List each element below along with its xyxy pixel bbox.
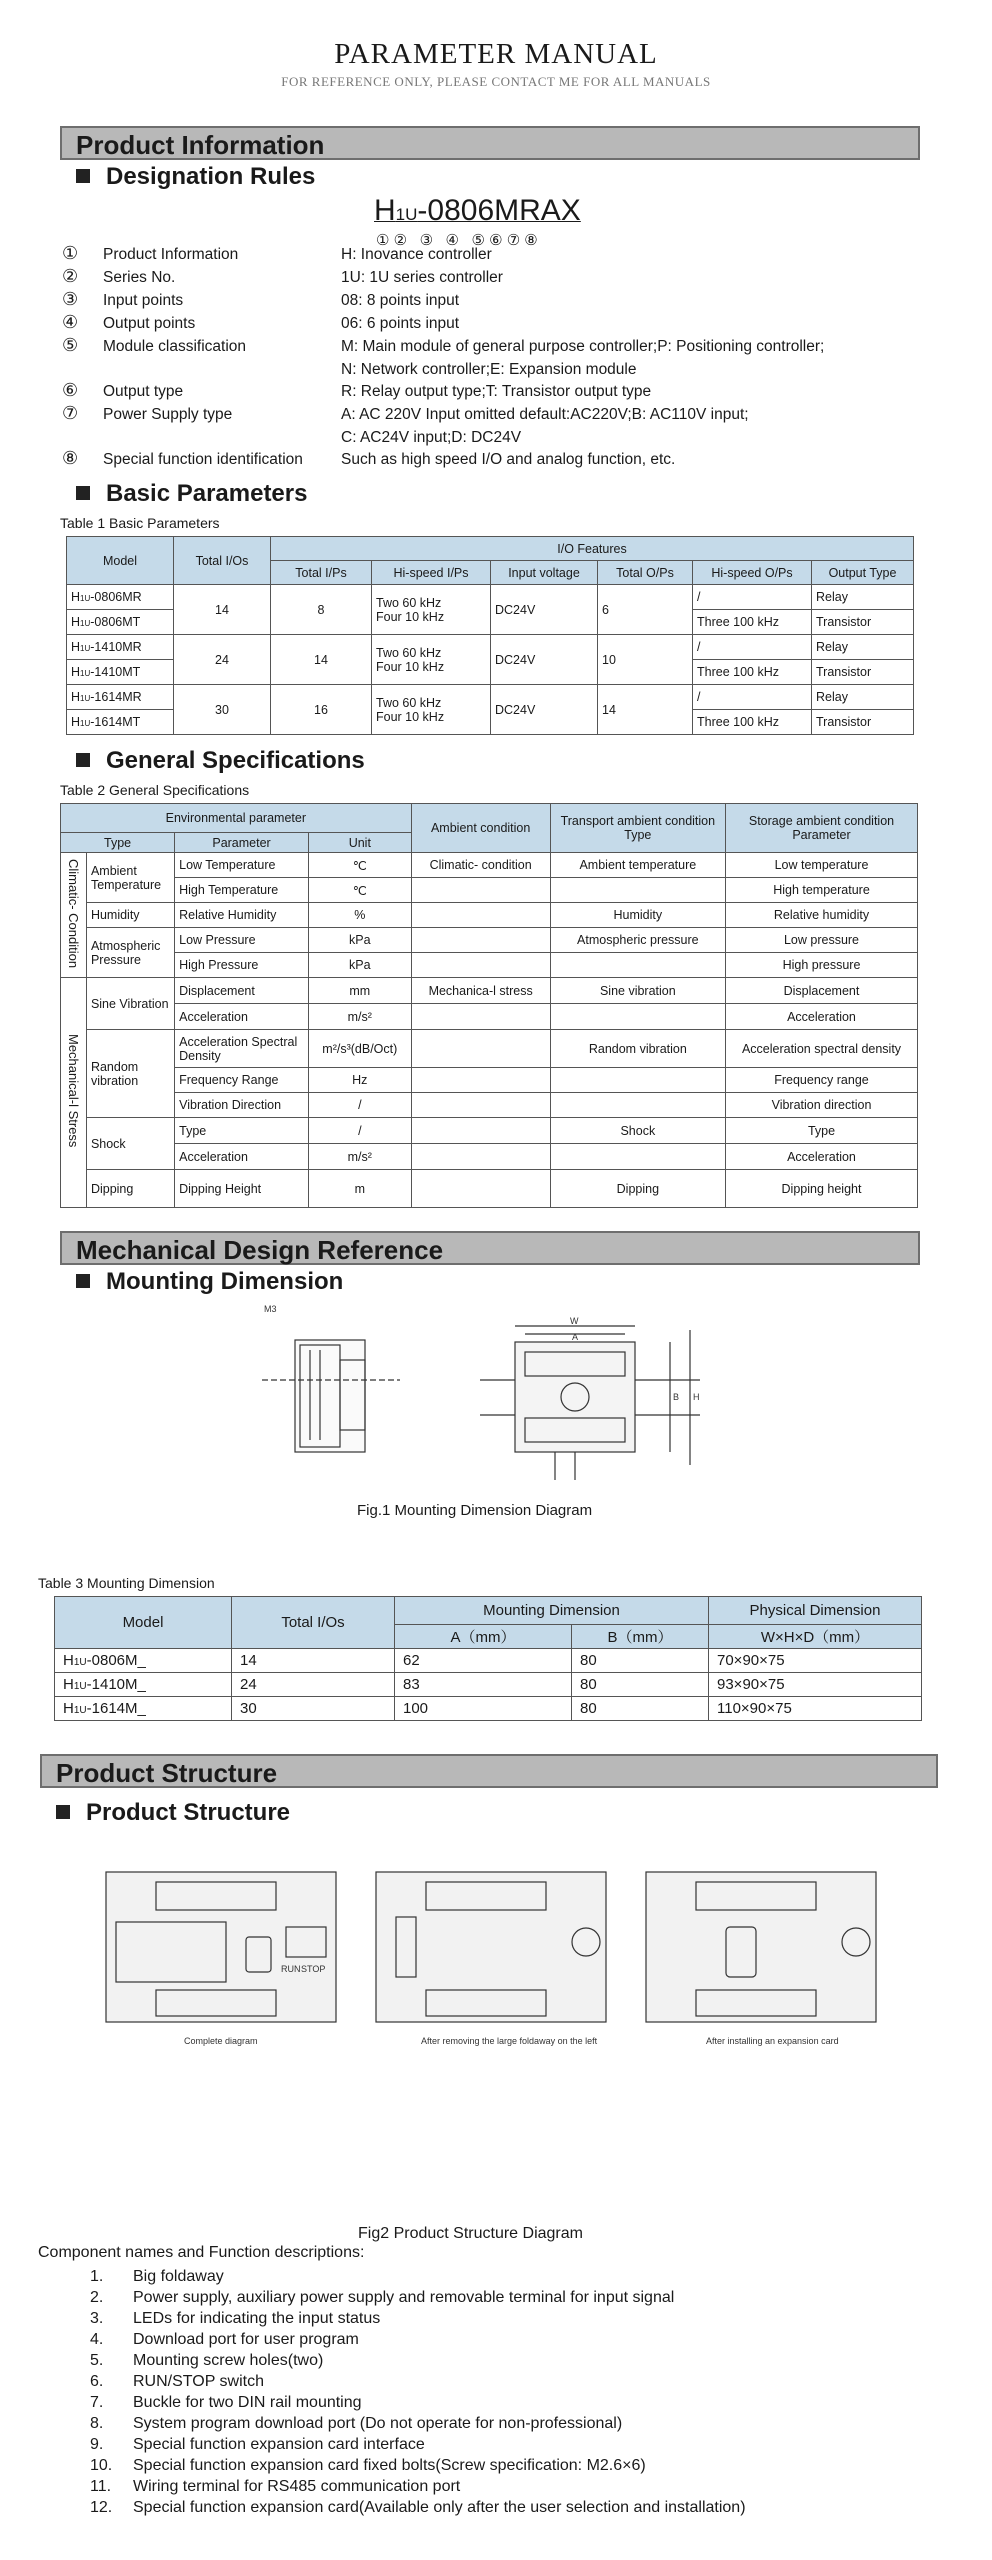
rule-name: Output type <box>103 383 184 400</box>
component-description: Special function expansion card interface <box>133 2436 425 2453</box>
t1-h-type: Output Type <box>812 561 914 585</box>
rule-name: Special function identification <box>103 451 303 468</box>
table3-caption: Table 3 Mounting Dimension <box>38 1575 215 1591</box>
rule-desc: M: Main module of general purpose controller;P: Positioning controller; <box>341 338 825 355</box>
t2-low-p: Low Pressure <box>175 928 309 953</box>
t3-a: 100 <box>395 1697 572 1721</box>
rule-desc: R: Relay output type;T: Transistor output type <box>341 383 652 400</box>
t2-s-high-temp: High temperature <box>726 878 918 903</box>
t1-output-type: Transistor <box>812 660 914 685</box>
heading-mounting-dimension: Mounting Dimension <box>76 1268 343 1296</box>
t3-h-a: A（mm） <box>395 1625 572 1649</box>
t1-output-type: Transistor <box>812 710 914 735</box>
t1-hs-ips: Two 60 kHz Four 10 kHz <box>372 685 491 735</box>
t2-sine: Sine Vibration <box>86 978 174 1030</box>
section-bar-mechanical: Mechanical Design Reference <box>60 1231 920 1265</box>
t3-whd: 70×90×75 <box>709 1649 922 1673</box>
component-description: Big foldaway <box>133 2268 224 2285</box>
t2-humidity2: Humidity <box>550 903 725 928</box>
t2-random: Random vibration <box>86 1030 174 1118</box>
component-number: 4. <box>90 2331 104 2348</box>
fig2-caption: Fig2 Product Structure Diagram <box>358 2225 583 2242</box>
t2-unit-ms2-1: m/s² <box>308 1004 411 1030</box>
heading-general-specifications: General Specifications <box>76 747 365 775</box>
heading-designation-rules: Designation Rules <box>76 163 315 191</box>
t3-h-whd: W×H×D（mm） <box>709 1625 922 1649</box>
t2-vib-dir: Vibration Direction <box>175 1093 309 1118</box>
component-description: LEDs for indicating the input status <box>133 2310 381 2327</box>
fig1-caption: Fig.1 Mounting Dimension Diagram <box>357 1502 593 1519</box>
t2-h-storage: Storage ambient condition Parameter <box>726 804 918 853</box>
rule-name: Input points <box>103 292 184 309</box>
designation-markers: ① ② ③ ④ ⑤ ⑥ ⑦ ⑧ <box>376 232 538 249</box>
t2-shock: Shock <box>86 1118 174 1170</box>
rule-desc-2: C: AC24V input;D: DC24V <box>341 429 522 446</box>
t1-output-type: Relay <box>812 685 914 710</box>
svg-text:B: B <box>673 1392 680 1402</box>
component-number: 5. <box>90 2352 104 2369</box>
t1-ops: 14 <box>598 685 693 735</box>
t3-h-mount: Mounting Dimension <box>395 1597 709 1625</box>
switch-run-label: RUN <box>281 1964 301 1974</box>
general-specifications-table <box>60 803 918 1208</box>
t1-h-io: I/O Features <box>271 537 914 561</box>
t2-displacement: Displacement <box>175 978 309 1004</box>
rule-number: ⑦ <box>62 403 79 423</box>
component-description: Download port for user program <box>133 2331 359 2348</box>
t1-model: H1U-1614MR <box>67 685 174 710</box>
t2-s-displacement: Displacement <box>726 978 918 1004</box>
t2-s-low-temp: Low temperature <box>726 853 918 878</box>
t1-hs-ops: / <box>693 685 812 710</box>
designation-code: H1U-0806MRAX <box>374 194 581 227</box>
component-number: 3. <box>90 2310 104 2327</box>
t3-a: 83 <box>395 1673 572 1697</box>
t2-unit-ms2-2: m/s² <box>308 1144 411 1170</box>
t3-a: 62 <box>395 1649 572 1673</box>
rule-name: Module classification <box>103 338 247 355</box>
t2-h-unit: Unit <box>308 833 411 853</box>
t2-unit-m: m <box>308 1170 411 1208</box>
component-description: Power supply, auxiliary power supply and removable terminal for input signal <box>133 2289 675 2306</box>
t3-b: 80 <box>572 1697 709 1721</box>
t2-high-temp: High Temperature <box>175 878 309 903</box>
svg-text:M3: M3 <box>264 1304 277 1314</box>
t3-total: 14 <box>232 1649 395 1673</box>
t1-h-hsips: Hi-speed I/Ps <box>372 561 491 585</box>
t1-hs-ops: / <box>693 585 812 610</box>
rule-desc: Such as high speed I/O and analog function, etc. <box>341 451 676 468</box>
t2-s-freq: Frequency range <box>726 1068 918 1093</box>
caption-complete: Complete diagram <box>184 2036 258 2046</box>
t2-s-acc-sd: Acceleration spectral density <box>726 1030 918 1068</box>
caption-installing: After installing an expansion card <box>706 2036 839 2046</box>
rule-name: Output points <box>103 315 196 332</box>
section-bar-product-information: Product Information <box>60 126 920 160</box>
svg-text:W: W <box>570 1316 579 1326</box>
t2-high-p: High Pressure <box>175 953 309 978</box>
t2-s-dip-h: Dipping height <box>726 1170 918 1208</box>
t3-b: 80 <box>572 1673 709 1697</box>
rule-desc: 08: 8 points input <box>341 292 460 309</box>
table2-caption: Table 2 General Specifications <box>60 782 250 798</box>
t2-rel-hum: Relative Humidity <box>175 903 309 928</box>
t1-hs-ops: / <box>693 635 812 660</box>
component-description: System program download port (Do not operate for non-professional) <box>133 2415 623 2432</box>
rule-number: ⑥ <box>62 380 79 400</box>
t2-acceleration: Acceleration <box>175 1004 309 1030</box>
t2-unit-deg1: ℃ <box>308 853 411 878</box>
t2-unit-kpa2: kPa <box>308 953 411 978</box>
t1-output-type: Transistor <box>812 610 914 635</box>
component-number: 2. <box>90 2289 104 2306</box>
t2-amb-temp: Ambient Temperature <box>86 853 174 903</box>
t1-ips: 14 <box>271 635 372 685</box>
t1-volt: DC24V <box>491 585 598 635</box>
t2-s-vib-dir: Vibration direction <box>726 1093 918 1118</box>
basic-parameters-table <box>66 536 914 735</box>
t2-random2: Random vibration <box>550 1030 725 1068</box>
t3-h-phys: Physical Dimension <box>709 1597 922 1625</box>
t1-output-type: Relay <box>812 585 914 610</box>
t1-volt: DC24V <box>491 685 598 735</box>
component-number: 12. <box>90 2499 113 2516</box>
t2-h-env: Environmental parameter <box>61 804 412 833</box>
rule-desc: 06: 6 points input <box>341 315 460 332</box>
product-structure-diagram <box>96 1832 906 2082</box>
t2-low-temp: Low Temperature <box>175 853 309 878</box>
t1-hs-ips: Two 60 kHz Four 10 kHz <box>372 635 491 685</box>
table1-caption: Table 1 Basic Parameters <box>60 515 220 531</box>
t1-model: H1U-1410MR <box>67 635 174 660</box>
t2-climatic: Climatic- Condition <box>61 853 87 978</box>
t2-s-high-p: High pressure <box>726 953 918 978</box>
t3-h-b: B（mm） <box>572 1625 709 1649</box>
t2-h-param: Parameter <box>175 833 309 853</box>
t2-mech-stress: Mechanica-l stress <box>411 978 550 1004</box>
t1-total: 24 <box>174 635 271 685</box>
component-number: 6. <box>90 2373 104 2390</box>
switch-stop-label: STOP <box>301 1964 326 1974</box>
t2-shock2: Shock <box>550 1118 725 1144</box>
page-title: PARAMETER MANUAL <box>334 38 658 70</box>
component-description: Wiring terminal for RS485 communication port <box>133 2478 461 2495</box>
component-number: 9. <box>90 2436 104 2453</box>
t3-h-total: Total I/Os <box>232 1597 395 1649</box>
page-subtitle: FOR REFERENCE ONLY, PLEASE CONTACT ME FOR ALL MANUALS <box>281 74 711 89</box>
t3-total: 24 <box>232 1673 395 1697</box>
t1-output-type: Relay <box>812 635 914 660</box>
t2-unit-deg2: ℃ <box>308 878 411 903</box>
t2-unit-mm: mm <box>308 978 411 1004</box>
t1-ops: 6 <box>598 585 693 635</box>
t2-mechanical: Mechanical-l Stress <box>61 978 87 1208</box>
rule-number: ④ <box>62 312 79 332</box>
t2-h-type: Type <box>61 833 175 853</box>
component-description: Buckle for two DIN rail mounting <box>133 2394 362 2411</box>
t2-unit-slash1: / <box>308 1093 411 1118</box>
t1-h-model: Model <box>67 537 174 585</box>
heading-basic-parameters: Basic Parameters <box>76 480 307 508</box>
t1-volt: DC24V <box>491 635 598 685</box>
t2-dipping: Dipping <box>86 1170 174 1208</box>
t2-unit-m2s3: m²/s³(dB/Oct) <box>308 1030 411 1068</box>
t1-ops: 10 <box>598 635 693 685</box>
t1-hs-ops: Three 100 kHz <box>693 710 812 735</box>
t3-b: 80 <box>572 1649 709 1673</box>
t2-s-low-p: Low pressure <box>726 928 918 953</box>
rule-number: ② <box>62 266 79 286</box>
t3-whd: 110×90×75 <box>709 1697 922 1721</box>
t2-unit-hz: Hz <box>308 1068 411 1093</box>
component-number: 11. <box>90 2478 112 2495</box>
t1-h-ops: Total O/Ps <box>598 561 693 585</box>
components-title: Component names and Function descriptions: <box>38 2244 365 2261</box>
t2-atm: Atmospheric Pressure <box>86 928 174 978</box>
component-description: Special function expansion card(Available only after the user selection and installation) <box>133 2499 746 2516</box>
rule-name: Product Information <box>103 246 239 263</box>
rule-number: ③ <box>62 289 79 309</box>
t1-h-ips: Total I/Ps <box>271 561 372 585</box>
t2-freq: Frequency Range <box>175 1068 309 1093</box>
rule-desc: A: AC 220V Input omitted default:AC220V;B: AC110V input; <box>341 406 749 423</box>
t1-hs-ops: Three 100 kHz <box>693 610 812 635</box>
svg-text:H: H <box>693 1392 700 1402</box>
t2-dip-h: Dipping Height <box>175 1170 309 1208</box>
mounting-dimension-table <box>54 1596 922 1721</box>
mounting-dimension-diagram <box>250 1300 730 1500</box>
caption-removing: After removing the large foldaway on the left <box>421 2036 598 2046</box>
t1-h-hsops: Hi-speed O/Ps <box>693 561 812 585</box>
t2-s-type: Type <box>726 1118 918 1144</box>
t1-model: H1U-0806MR <box>67 585 174 610</box>
t3-total: 30 <box>232 1697 395 1721</box>
t3-h-model: Model <box>55 1597 232 1649</box>
t2-h-transport: Transport ambient condition Type <box>550 804 725 853</box>
rule-name: Series No. <box>103 269 176 286</box>
t2-amb-temperature: Ambient temperature <box>550 853 725 878</box>
t2-type: Type <box>175 1118 309 1144</box>
t2-dipping2: Dipping <box>550 1170 725 1208</box>
rule-name: Power Supply type <box>103 406 233 423</box>
t1-model: H1U-0806MT <box>67 610 174 635</box>
t2-unit-slash2: / <box>308 1118 411 1144</box>
t3-model: H1U-1614M_ <box>55 1697 232 1721</box>
t1-total: 14 <box>174 585 271 635</box>
rule-number: ① <box>62 243 79 263</box>
t1-h-total: Total I/Os <box>174 537 271 585</box>
component-number: 10. <box>90 2457 113 2474</box>
heading-product-structure: Product Structure <box>56 1799 290 1827</box>
component-description: RUN/STOP switch <box>133 2373 264 2390</box>
t2-atm2: Atmospheric pressure <box>550 928 725 953</box>
rule-desc-2: N: Network controller;E: Expansion module <box>341 361 637 378</box>
t1-ips: 16 <box>271 685 372 735</box>
rule-number: ⑤ <box>62 335 79 355</box>
t3-model: H1U-0806M_ <box>55 1649 232 1673</box>
component-number: 7. <box>90 2394 104 2411</box>
t1-ips: 8 <box>271 585 372 635</box>
t1-total: 30 <box>174 685 271 735</box>
t1-hs-ops: Three 100 kHz <box>693 660 812 685</box>
t1-hs-ips: Two 60 kHz Four 10 kHz <box>372 585 491 635</box>
t2-acc-sd: Acceleration Spectral Density <box>175 1030 309 1068</box>
t1-h-volt: Input voltage <box>491 561 598 585</box>
svg-text:A: A <box>572 1332 579 1342</box>
t2-s-rel-hum: Relative humidity <box>726 903 918 928</box>
t2-unit-kpa1: kPa <box>308 928 411 953</box>
t2-unit-pct: % <box>308 903 411 928</box>
rule-number: ⑧ <box>62 448 79 468</box>
t2-sine2: Sine vibration <box>550 978 725 1004</box>
t3-model: H1U-1410M_ <box>55 1673 232 1697</box>
t2-climatic-cond: Climatic- condition <box>411 853 550 878</box>
t2-s-acceleration: Acceleration <box>726 1004 918 1030</box>
t2-acceleration2: Acceleration <box>175 1144 309 1170</box>
t1-model: H1U-1614MT <box>67 710 174 735</box>
section-bar-product-structure: Product Structure <box>40 1754 938 1788</box>
t2-s-acceleration2: Acceleration <box>726 1144 918 1170</box>
component-number: 1. <box>90 2268 104 2285</box>
component-description: Mounting screw holes(two) <box>133 2352 324 2369</box>
component-number: 8. <box>90 2415 104 2432</box>
t2-humidity: Humidity <box>86 903 174 928</box>
t3-whd: 93×90×75 <box>709 1673 922 1697</box>
rule-desc: 1U: 1U series controller <box>341 269 503 286</box>
component-description: Special function expansion card fixed bolts(Screw specification: M2.6×6) <box>133 2457 646 2474</box>
rule-desc: H: Inovance controller <box>341 246 492 263</box>
t2-h-ambient: Ambient condition <box>411 804 550 853</box>
t1-model: H1U-1410MT <box>67 660 174 685</box>
